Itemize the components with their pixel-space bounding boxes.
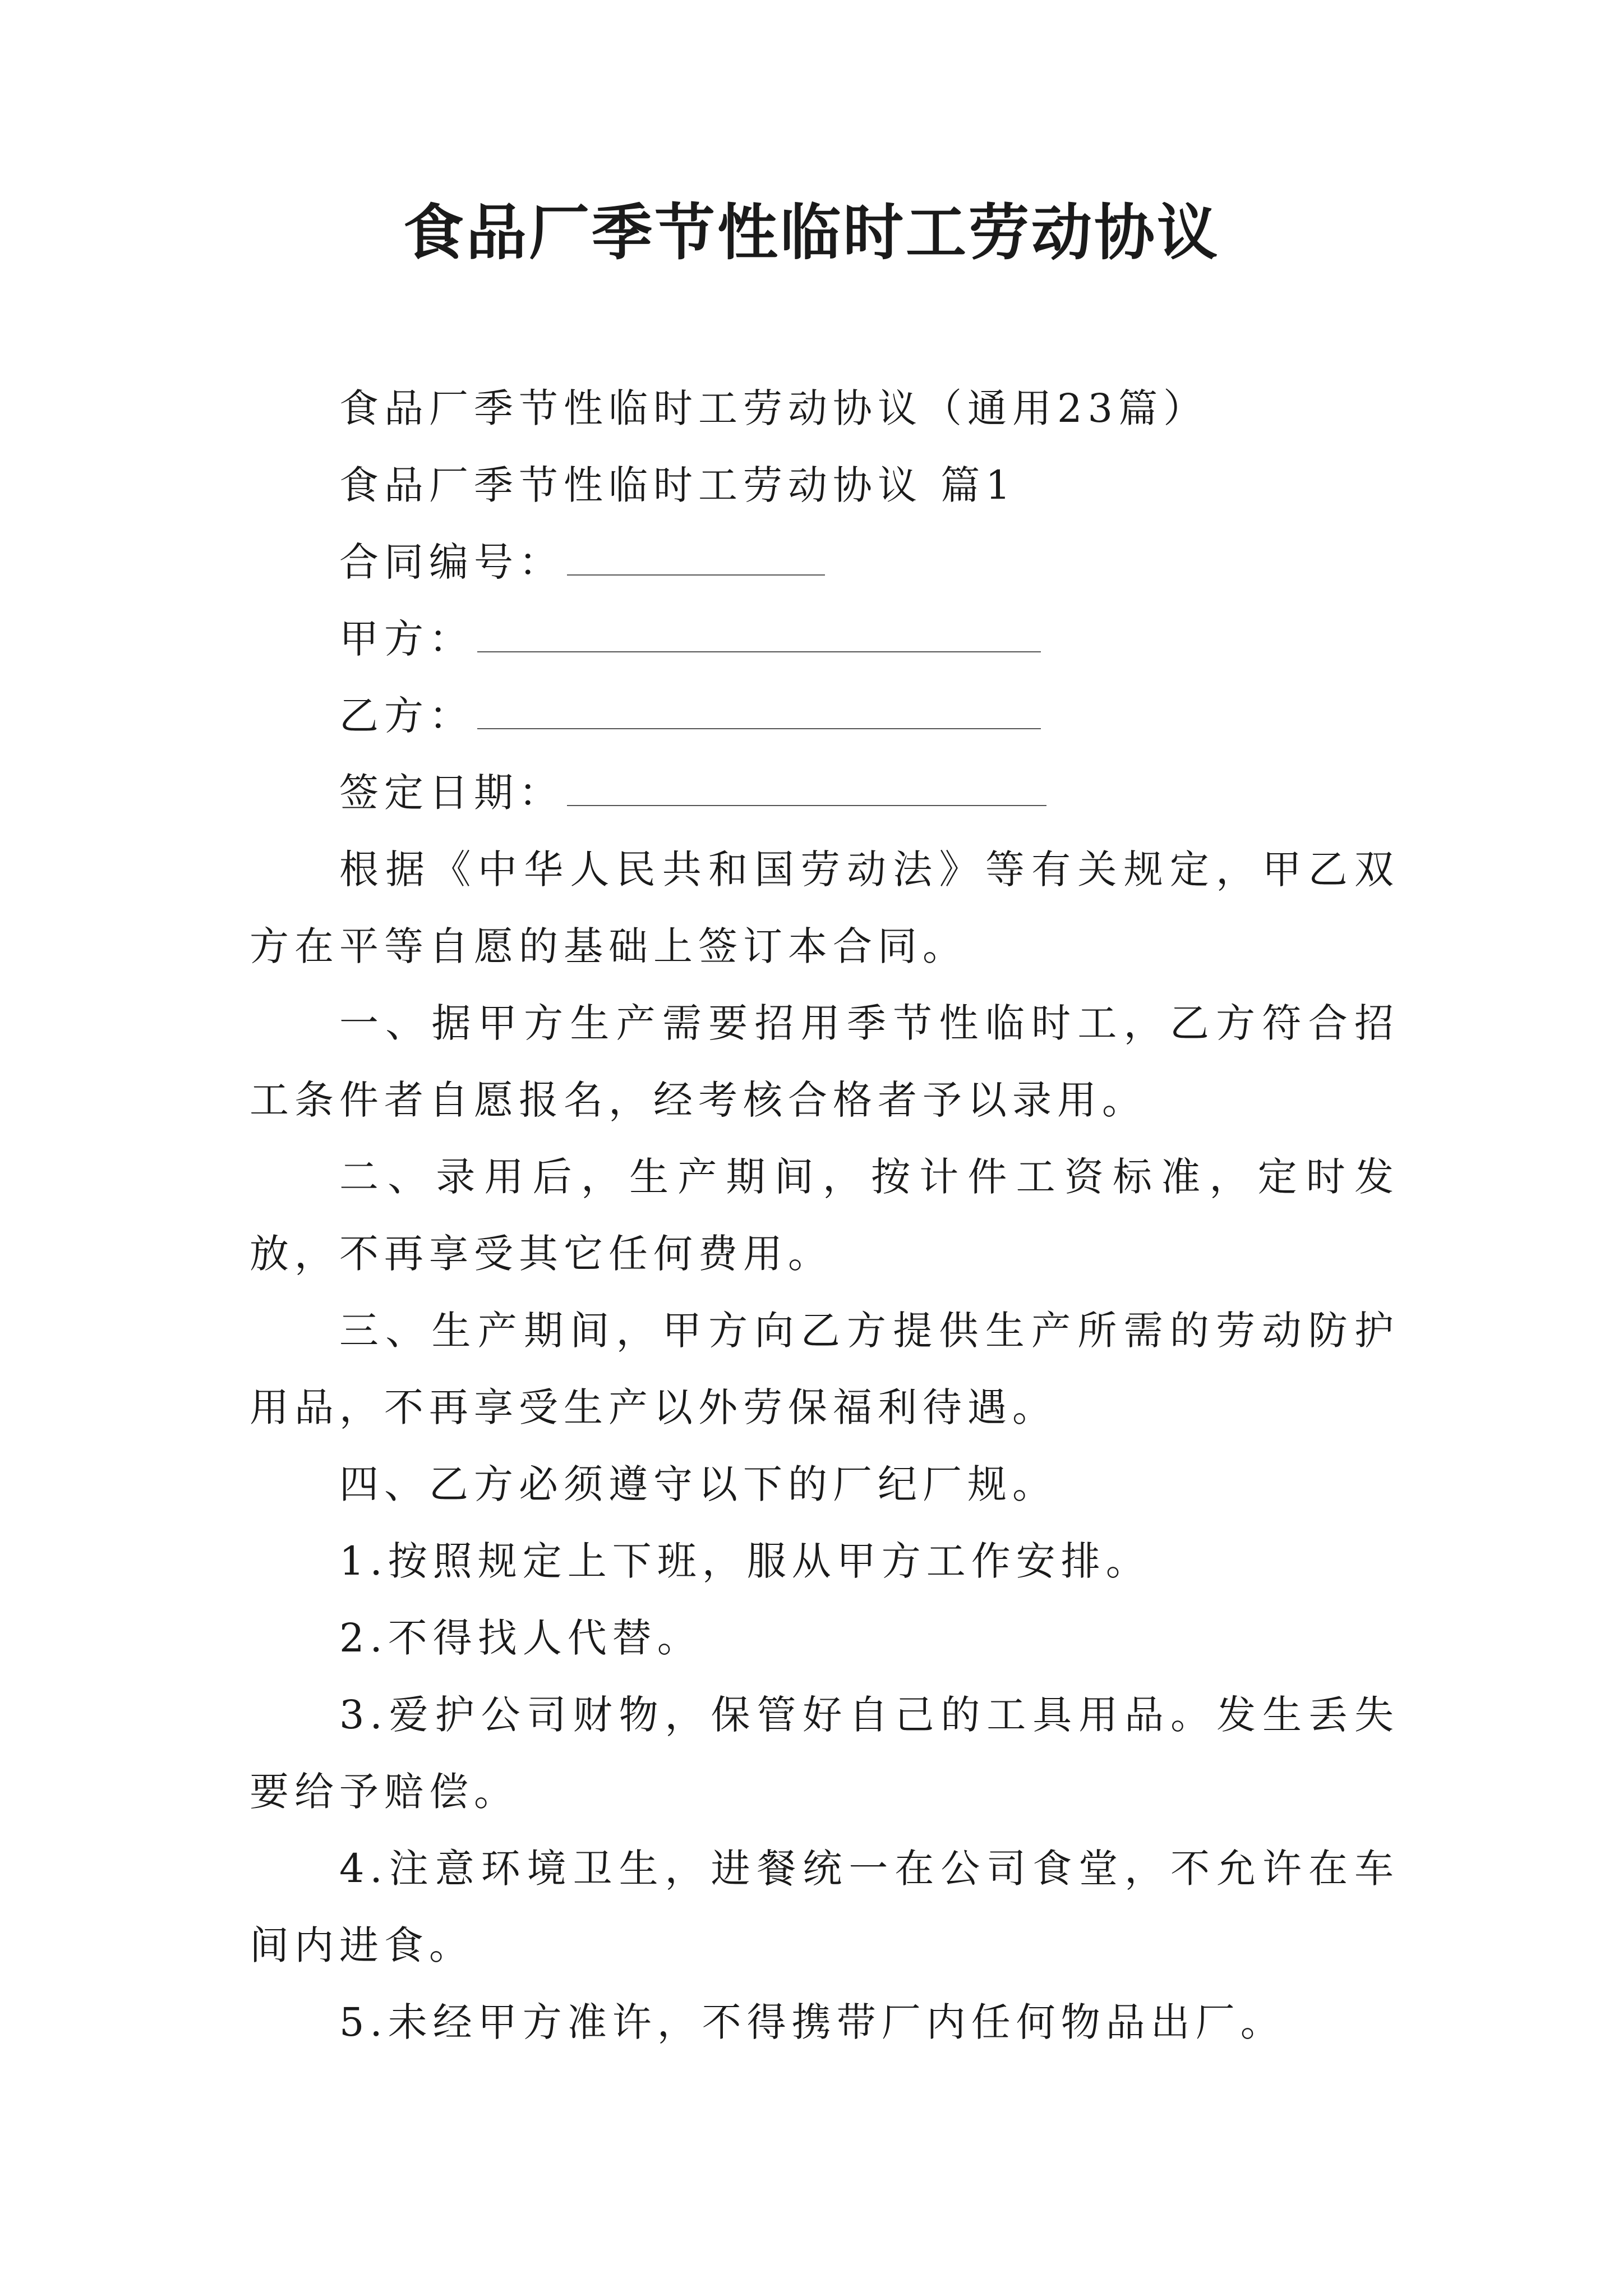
contract-number-label: 合同编号： bbox=[339, 539, 564, 585]
contract-number-field bbox=[250, 524, 1399, 601]
paragraph: 1.按照规定上下班，服从甲方工作安排。 bbox=[339, 1538, 1151, 1584]
paragraph: 二、录用后，生产期间，按计件工资标准，定时发放，不再享受其它任何费用。 bbox=[250, 1154, 1399, 1277]
subtitle: 食品厂季节性临时工劳动协议（通用23篇） bbox=[339, 385, 1209, 431]
sign-date-label: 签定日期： bbox=[339, 770, 564, 816]
paragraph: 4.注意环境卫生，进餐统一在公司食堂，不允许在车间内进食。 bbox=[250, 1846, 1399, 1968]
sign-date-field bbox=[250, 754, 1399, 831]
party-a-blank bbox=[477, 612, 1041, 652]
document-body bbox=[250, 370, 1399, 2061]
paragraph: 一、据甲方生产需要招用季节性临时工，乙方符合招工条件者自愿报名，经考核合格者予以录用。 bbox=[250, 1000, 1399, 1123]
document-title: 食品厂季节性临时工劳动协议 bbox=[403, 197, 1220, 268]
paragraph: 5.未经甲方准许，不得携带厂内任何物品出厂。 bbox=[339, 1999, 1285, 2045]
paragraph: 3.爱护公司财物，保管好自己的工具用品。发生丢失要给予赔偿。 bbox=[250, 1692, 1399, 1815]
party-a-field bbox=[250, 601, 1399, 678]
party-b-label: 乙方： bbox=[339, 693, 474, 739]
sign-date-blank bbox=[567, 766, 1046, 806]
paragraph: 四、乙方必须遵守以下的厂纪厂规。 bbox=[339, 1461, 1057, 1507]
paragraph: 2.不得找人代替。 bbox=[339, 1615, 702, 1661]
party-b-blank bbox=[477, 689, 1041, 729]
contract-number-blank bbox=[567, 535, 825, 576]
party-a-label: 甲方： bbox=[339, 616, 474, 662]
party-b-field bbox=[250, 678, 1399, 754]
chapter-heading: 食品厂季节性临时工劳动协议 篇1 bbox=[339, 462, 1016, 508]
paragraph: 根据《中华人民共和国劳动法》等有关规定，甲乙双方在平等自愿的基础上签订本合同。 bbox=[250, 846, 1399, 969]
paragraph: 三、生产期间，甲方向乙方提供生产所需的劳动防护用品，不再享受生产以外劳保福利待遇。 bbox=[250, 1308, 1399, 1430]
